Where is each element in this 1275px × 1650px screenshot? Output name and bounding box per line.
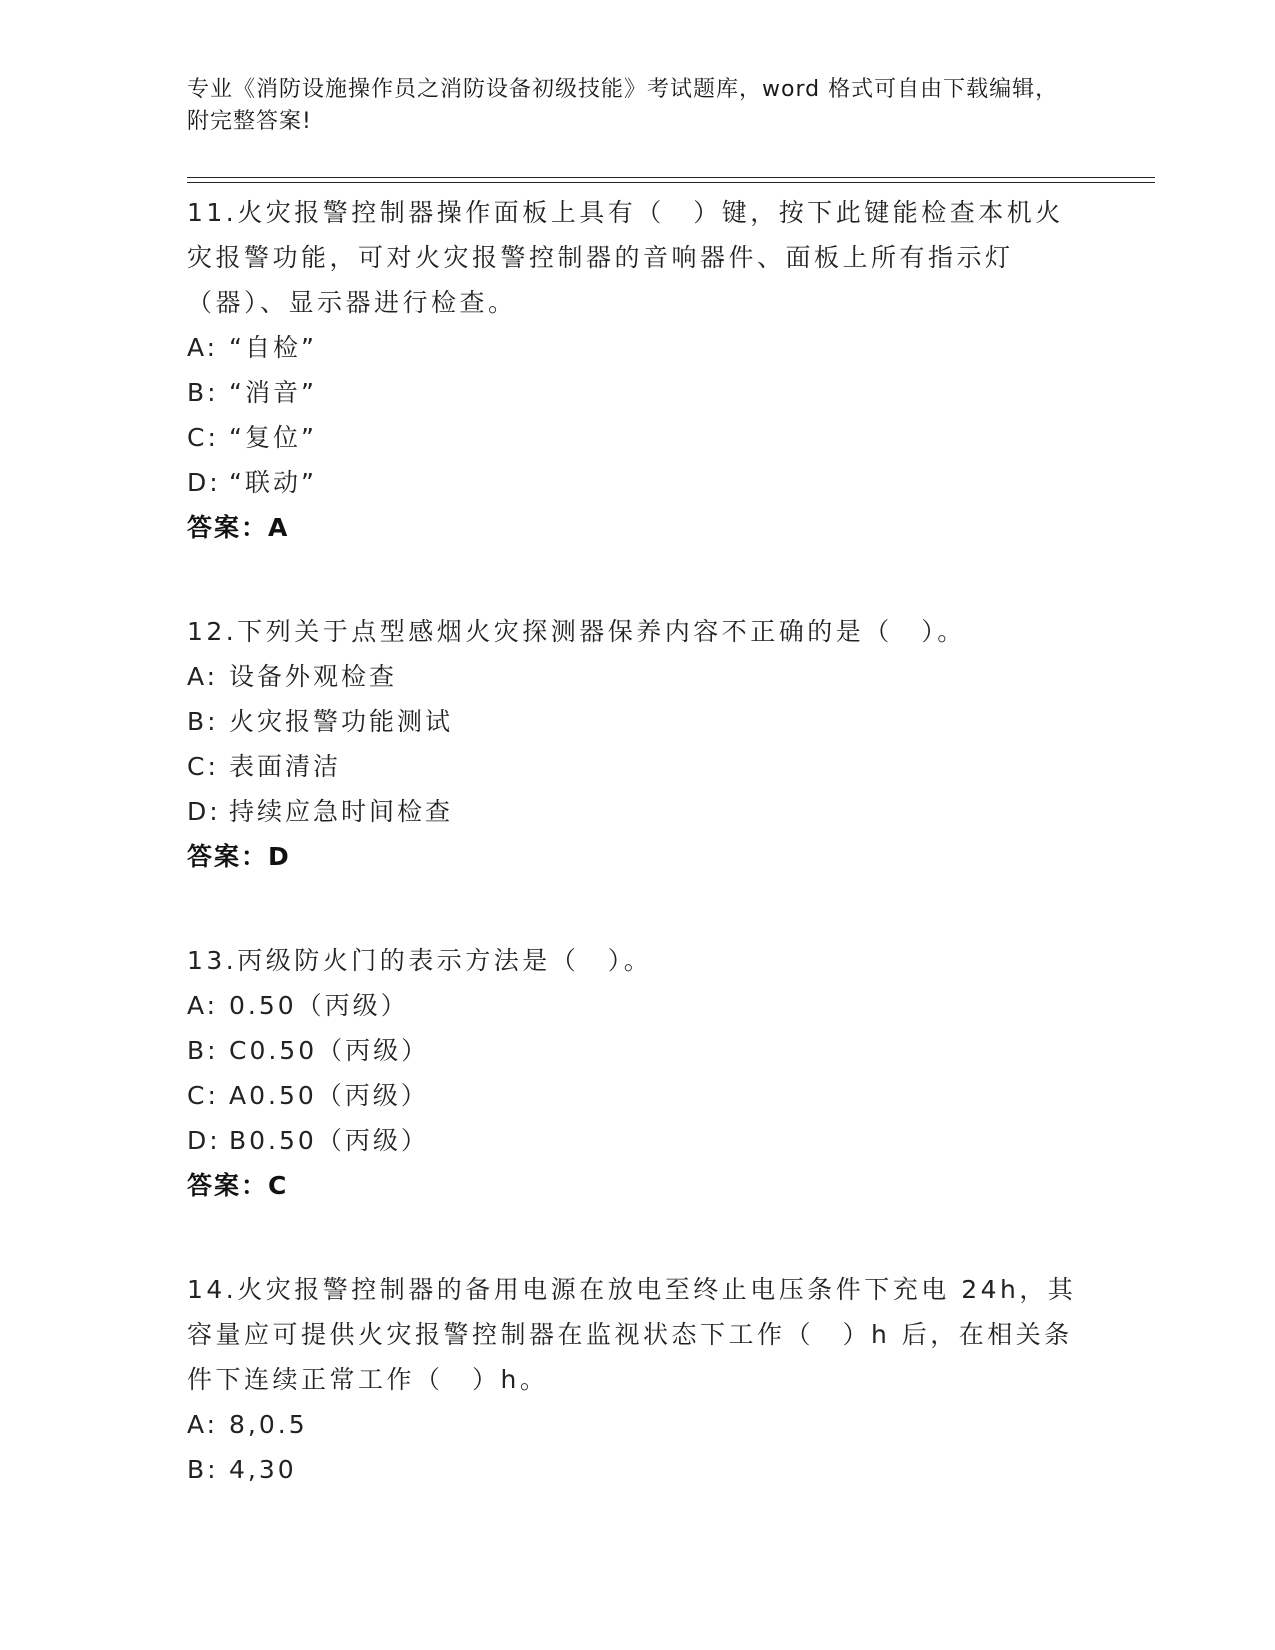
option-text: 表面清洁 <box>229 752 342 781</box>
answer-line: 答案：D <box>187 842 291 871</box>
option-key: A: <box>187 333 219 362</box>
option-text: 4,30 <box>229 1455 297 1484</box>
option-text: 0.50（丙级） <box>229 991 409 1020</box>
question-list <box>187 190 1087 1551</box>
option-key: B: <box>187 707 219 736</box>
answer-line: 答案：A <box>187 513 290 542</box>
option-key: B: <box>187 1455 219 1484</box>
option-d <box>187 1118 1087 1163</box>
option-a <box>187 983 1087 1028</box>
option-d <box>187 460 1087 505</box>
header-divider-bottom <box>187 182 1155 183</box>
option-a <box>187 325 1087 370</box>
question-text: 12.下列关于点型感烟火灾探测器保养内容不正确的是（ ）。 <box>187 617 966 646</box>
option-d <box>187 789 1087 834</box>
option-key: A: <box>187 991 219 1020</box>
option-key: D: <box>187 468 221 497</box>
option-b <box>187 370 1087 415</box>
option-c <box>187 415 1087 460</box>
option-text: C0.50（丙级） <box>229 1036 430 1065</box>
option-text: 8,0.5 <box>229 1410 308 1439</box>
question-11 <box>187 190 1087 550</box>
option-text: “自检” <box>229 333 317 362</box>
option-key: B: <box>187 1036 219 1065</box>
option-b <box>187 1447 1087 1492</box>
header-divider-top <box>187 177 1155 178</box>
option-c <box>187 744 1087 789</box>
option-key: C: <box>187 752 219 781</box>
question-13 <box>187 938 1087 1208</box>
option-text: 持续应急时间检查 <box>229 797 454 826</box>
question-12 <box>187 609 1087 879</box>
header-note: 专业《消防设施操作员之消防设备初级技能》考试题库，word 格式可自由下载编辑，附完整答案! <box>187 77 1059 134</box>
option-text: 设备外观检查 <box>229 662 398 691</box>
question-text: 11.火灾报警控制器操作面板上具有（ ）键，按下此键能检查本机火灾报警功能，可对火灾报警控制器的音响器件、面板上所有指示灯（器）、显示器进行检查。 <box>187 198 1064 317</box>
option-text: B0.50（丙级） <box>229 1126 429 1155</box>
option-text: “消音” <box>229 378 317 407</box>
option-key: B: <box>187 378 219 407</box>
option-c <box>187 1073 1087 1118</box>
option-a <box>187 1402 1087 1447</box>
option-b <box>187 699 1087 744</box>
option-text: “联动” <box>229 468 317 497</box>
question-14 <box>187 1267 1087 1492</box>
answer-line: 答案：C <box>187 1171 289 1200</box>
option-key: A: <box>187 1410 219 1439</box>
option-key: D: <box>187 1126 221 1155</box>
option-text: A0.50（丙级） <box>229 1081 429 1110</box>
option-b <box>187 1028 1087 1073</box>
option-text: “复位” <box>229 423 317 452</box>
question-text: 13.丙级防火门的表示方法是（ ）。 <box>187 946 653 975</box>
option-key: C: <box>187 1081 219 1110</box>
option-key: D: <box>187 797 221 826</box>
question-text: 14.火灾报警控制器的备用电源在放电至终止电压条件下充电 24h，其容量应可提供火灾报警控制器在监视状态下工作（ ）h 后，在相关条件下连续正常工作（ ）h。 <box>187 1275 1077 1394</box>
option-key: A: <box>187 662 219 691</box>
option-text: 火灾报警功能测试 <box>229 707 454 736</box>
option-a <box>187 654 1087 699</box>
option-key: C: <box>187 423 219 452</box>
